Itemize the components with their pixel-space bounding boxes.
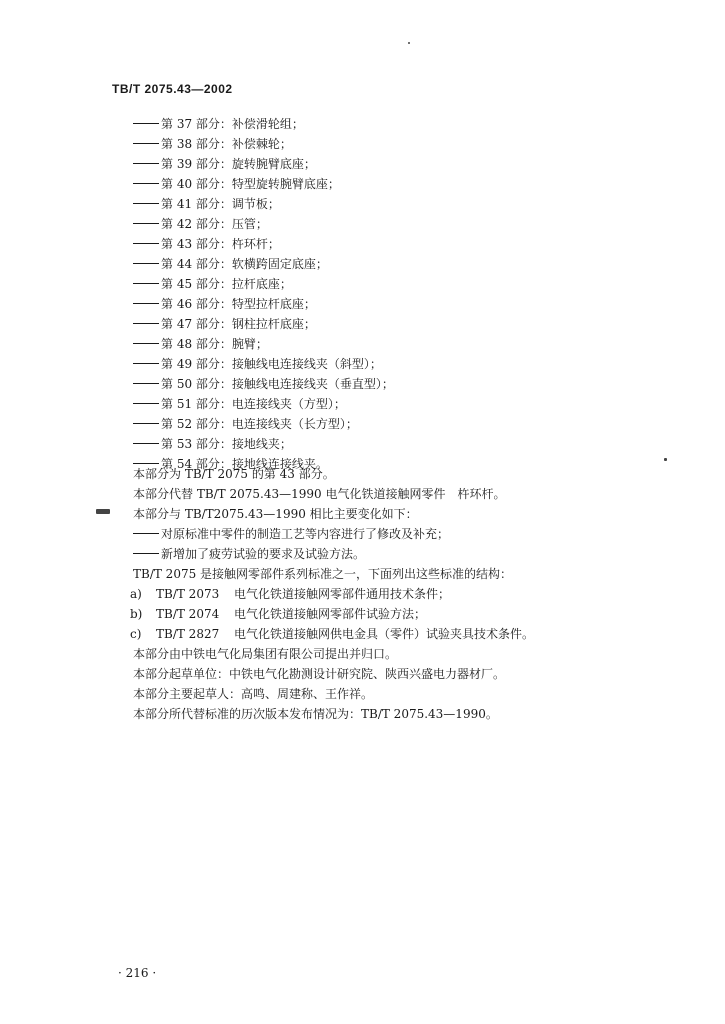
paragraph-changes-intro: 本部分与 TB/T2075.43—1990 相比主要变化如下： (133, 507, 418, 521)
paragraph-history: 本部分所代替标准的历次版本发布情况为：TB/T 2075.43—1990。 (133, 707, 498, 721)
em-dash (133, 533, 159, 534)
em-dash (133, 323, 159, 324)
list-item: 第 42 部分：压管； (133, 214, 394, 234)
list-item: 第 48 部分：腕臂； (133, 334, 394, 354)
page-header-standard-id: TB/T 2075.43—2002 (112, 82, 233, 96)
list-item: 第 51 部分：电连接线夹（方型）； (133, 394, 394, 414)
list-item: 第 45 部分：拉杆底座； (133, 274, 394, 294)
list-item: 第 44 部分：软横跨固定底座； (133, 254, 394, 274)
paragraph-series-structure: TB/T 2075 是接触网零部件系列标准之一，下面列出这些标准的结构： (133, 567, 513, 581)
list-item: 第 37 部分：补偿滑轮组； (133, 114, 394, 134)
em-dash (133, 343, 159, 344)
list-item: 第 54 部分：接地线连接线夹。 (133, 454, 394, 474)
em-dash (133, 283, 159, 284)
list-item: 第 49 部分：接触线电连接线夹（斜型）； (133, 354, 394, 374)
em-dash (133, 303, 159, 304)
list-item: 第 38 部分：补偿棘轮； (133, 134, 394, 154)
list-item: 第 46 部分：特型拉杆底座； (133, 294, 394, 314)
scan-speck (664, 458, 667, 461)
list-item: 第 52 部分：电连接线夹（长方型）； (133, 414, 394, 434)
standard-list-item: c) TB/T 2827 电气化铁道接触网供电金具（零件）试验夹具技术条件。 (130, 627, 535, 641)
standard-list-item: a) TB/T 2073 电气化铁道接触网零部件通用技术条件； (130, 587, 451, 601)
list-item: 第 39 部分：旋转腕臂底座； (133, 154, 394, 174)
page-number: · 216 · (118, 966, 157, 980)
list-item: 第 53 部分：接地线夹； (133, 434, 394, 454)
paragraph-drafters: 本部分主要起草人：高鸣、周建称、王作祥。 (133, 687, 374, 701)
em-dash (133, 123, 159, 124)
paragraph-proposer: 本部分由中铁电气化局集团有限公司提出并归口。 (133, 647, 398, 661)
parts-list (133, 114, 394, 474)
em-dash (133, 143, 159, 144)
em-dash (133, 263, 159, 264)
em-dash (133, 243, 159, 244)
standard-list-item: b) TB/T 2074 电气化铁道接触网零部件试验方法； (130, 607, 427, 621)
scan-speck (408, 42, 410, 44)
paragraph-replaces: 本部分代替 TB/T 2075.43—1990 电气化铁道接触网零件 杵环杆。 (133, 487, 506, 501)
em-dash (133, 443, 159, 444)
list-item: 第 41 部分：调节板； (133, 194, 394, 214)
scan-speck (96, 509, 110, 514)
list-item: 第 40 部分：特型旋转腕臂底座； (133, 174, 394, 194)
em-dash (133, 423, 159, 424)
foreword-body (120, 464, 680, 724)
list-item: 第 43 部分：杵环杆； (133, 234, 394, 254)
em-dash (133, 183, 159, 184)
em-dash (133, 363, 159, 364)
em-dash (133, 163, 159, 164)
paragraph-part-number: 本部分为 TB/T 2075 的第 43 部分。 (133, 467, 335, 481)
em-dash (133, 383, 159, 384)
em-dash (133, 203, 159, 204)
em-dash (133, 553, 159, 554)
change-item: 对原标准中零件的制造工艺等内容进行了修改及补充； (120, 524, 680, 544)
list-item: 第 50 部分：接触线电连接线夹（垂直型）； (133, 374, 394, 394)
em-dash (133, 403, 159, 404)
paragraph-drafting-units: 本部分起草单位：中铁电气化勘测设计研究院、陕西兴盛电力器材厂。 (133, 667, 506, 681)
em-dash (133, 223, 159, 224)
change-item: 新增加了疲劳试验的要求及试验方法。 (120, 544, 680, 564)
list-item: 第 47 部分：钢柱拉杆底座； (133, 314, 394, 334)
